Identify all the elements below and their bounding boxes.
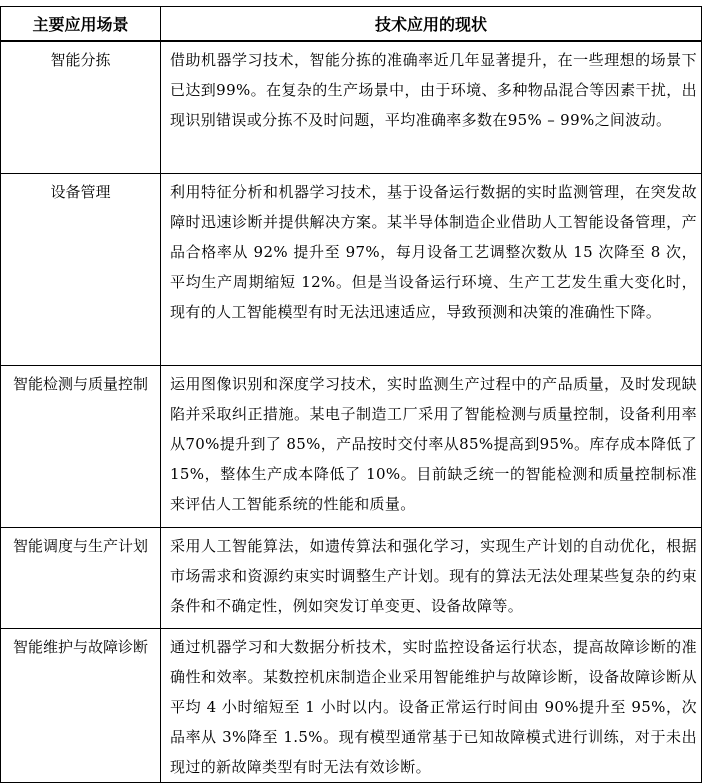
- scenario-cell: 智能检测与质量控制: [1, 366, 161, 528]
- status-cell: 利用特征分析和机器学习技术，基于设备运行数据的实时监测管理，在突发故障时迅速诊断并提供解决方案。某半导体制造企业借助人工智能设备管理，产品合格率从 92% 提升至 97%，每月设备工艺调整次数从 15 次降至 8 次，平均生产周期缩短 12%。但是当设备运行环境、生产工艺发生重大变化时，现有的人工智能模型有时无法迅速适应，导致预测和决策的准确性下降。: [161, 174, 702, 366]
- status-cell: 通过机器学习和大数据分析技术，实时监控设备运行状态，提高故障诊断的准确性和效率。某数控机床制造企业采用智能维护与故障诊断，设备故障诊断从平均 4 小时缩短至 1 小时以内。设备正常运行时间由 90%提升至 95%，次品率从 3%降至 1.5%。现有模型通常基于已知故障模式进行训练，对于未出现过的新故障类型有时无法有效诊断。: [161, 629, 702, 783]
- table-header-row: [1, 7, 702, 41]
- header-status: 技术应用的现状: [161, 7, 702, 41]
- status-cell: 运用图像识别和深度学习技术，实时监测生产过程中的产品质量，及时发现缺陷并采取纠正措施。某电子制造工厂采用了智能检测与质量控制，设备利用率从70%提升到了 85%，产品按时交付率从85%提高到95%。库存成本降低了 15%，整体生产成本降低了 10%。目前缺乏统一的智能检测和质量控制标准来评估人工智能系统的性能和质量。: [161, 366, 702, 528]
- scenario-cell: 智能分拣: [1, 41, 161, 174]
- table-row: [1, 41, 702, 174]
- table-row: [1, 174, 702, 366]
- status-cell: 采用人工智能算法，如遗传算法和强化学习，实现生产计划的自动优化，根据市场需求和资源约束实时调整生产计划。现有的算法无法处理某些复杂的约束条件和不确定性，例如突发订单变更、设备故障等。: [161, 528, 702, 629]
- header-scenario: 主要应用场景: [1, 7, 161, 41]
- application-status-table: [0, 6, 702, 783]
- scenario-cell: 设备管理: [1, 174, 161, 366]
- scenario-cell: 智能维护与故障诊断: [1, 629, 161, 783]
- table-row: [1, 629, 702, 783]
- scenario-cell: 智能调度与生产计划: [1, 528, 161, 629]
- table-row: [1, 528, 702, 629]
- status-cell: 借助机器学习技术，智能分拣的准确率近几年显著提升，在一些理想的场景下已达到99%。在复杂的生产场景中，由于环境、多种物品混合等因素干扰，出现识别错误或分拣不及时问题，平均准确率多数在95% – 99%之间波动。: [161, 41, 702, 174]
- table-row: [1, 366, 702, 528]
